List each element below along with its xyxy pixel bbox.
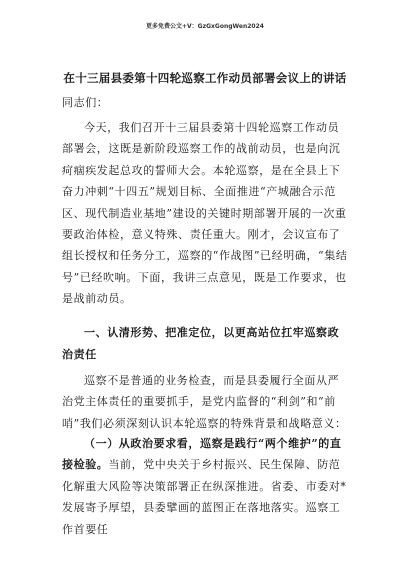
subsection-text-1: 当前，党中央关于乡村振兴、民生保障、防范化解重大风险等决策部署正在纵深推进。省委、市委对*发展寄予厚望，县委擘画的蓝图正在落地落实。巡察工作首要任 xyxy=(62,458,347,536)
paragraph-section-1: 巡察不是普通的业务检查，而是县委履行全面从严治党主体责任的重要抓手，是党内监督的“利剑”和“前哨”我们必须深刻认识本轮巡察的特殊背景和战略意义： xyxy=(62,374,347,430)
paragraph-intro: 今天，我们召开十三届县委第十四轮巡察工作动员部署会，这既是新阶段巡察工作的战前动员，也是向沉疴痼疾发起总攻的誓师大会。本轮巡察，是在全县上下奋力冲刺“十四五”规划目标、全面推进“产城融合示范区、现代制造业基地”建设的关键时期部署开展的一次重要政治体检，意义特殊、责任重大。刚才，会议宣布了组长授权和任务分工，巡察的“作战图”已经明确，“集结号”已经吹响。下面，我讲三点意见，既是工作要求，也是战前动员。 xyxy=(62,121,348,306)
section-heading-1: 一、认清形势、把准定位，以更高站位扛牢巡察政治责任 xyxy=(62,326,340,361)
watermark-header: 更多免费公文+V：GzGxGongWen2024 xyxy=(146,23,264,30)
document-title: 在十三届县委第十四轮巡察工作动员部署会议上的讲话 xyxy=(63,71,347,85)
subsection-heading-1: （一）从政治要求看，巡察是践行“两个维护”的直接检验。 xyxy=(62,437,342,472)
salutation: 同志们： xyxy=(62,96,109,109)
paragraph-subsection-1 xyxy=(62,433,348,540)
